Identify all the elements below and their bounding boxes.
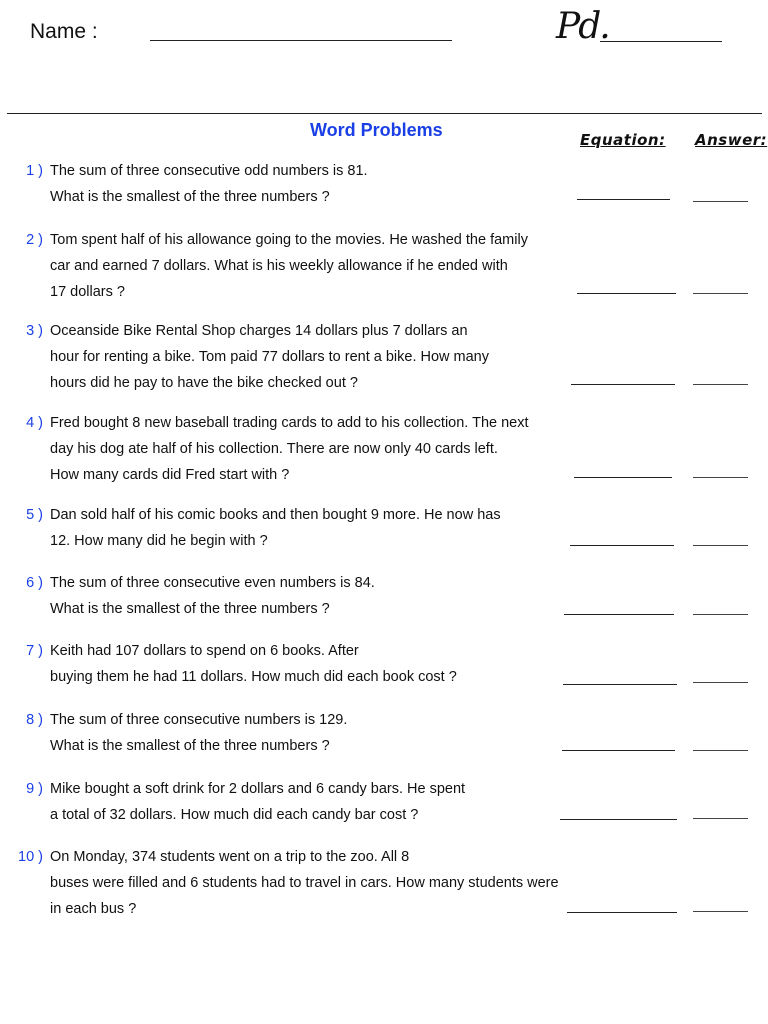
answer-blank-1[interactable] [693, 201, 748, 202]
answer-blank-4[interactable] [693, 477, 748, 478]
equation-blank-6[interactable] [564, 614, 674, 615]
equation-blank-5[interactable] [570, 545, 674, 546]
equation-blank-9[interactable] [560, 819, 677, 820]
problem-text: Keith had 107 dollars to spend on 6 books. After buying them he had 11 dollars. How much did each book cost ? [50, 643, 457, 685]
problem-text: On Monday, 374 students went on a trip to the zoo. All 8 buses were filled and 6 students had to travel in cars. How many students were in each bus ? [50, 849, 559, 917]
problem-number: 7 ) [26, 643, 43, 659]
problem-number: 3 ) [26, 323, 43, 339]
problem-number: 1 ) [26, 163, 43, 179]
answer-blank-9[interactable] [693, 818, 748, 819]
answer-column-header: Answer: [695, 131, 768, 149]
problem-number: 10 ) [18, 849, 43, 865]
answer-blank-7[interactable] [693, 682, 748, 683]
problem-number: 8 ) [26, 712, 43, 728]
equation-blank-10[interactable] [567, 912, 677, 913]
answer-blank-6[interactable] [693, 614, 748, 615]
equation-column-header: Equation: [580, 131, 666, 149]
answer-blank-10[interactable] [693, 911, 748, 912]
problem-number: 6 ) [26, 575, 43, 591]
equation-blank-2[interactable] [577, 293, 676, 294]
problem-text: The sum of three consecutive odd numbers is 81. What is the smallest of the three numbers ? [50, 163, 368, 205]
equation-blank-8[interactable] [562, 750, 675, 751]
problem-number: 9 ) [26, 781, 43, 797]
period-label: Pd. [556, 6, 609, 47]
problem-number: 4 ) [26, 415, 43, 431]
problem-text: The sum of three consecutive numbers is 129. What is the smallest of the three numbers ? [50, 712, 348, 754]
name-blank[interactable] [150, 40, 452, 41]
header-divider [7, 113, 762, 114]
equation-blank-4[interactable] [574, 477, 672, 478]
problem-text: Oceanside Bike Rental Shop charges 14 dollars plus 7 dollars an hour for renting a bike. Tom paid 77 dollars to rent a bike. How many hours did he pay to have the bike checked out ? [50, 323, 489, 391]
equation-blank-3[interactable] [571, 384, 675, 385]
worksheet-title: Word Problems [310, 120, 443, 140]
answer-blank-5[interactable] [693, 545, 748, 546]
period-blank[interactable] [600, 41, 722, 42]
answer-blank-3[interactable] [693, 384, 748, 385]
problem-text: The sum of three consecutive even numbers is 84. What is the smallest of the three numbers ? [50, 575, 375, 617]
problem-number: 2 ) [26, 232, 43, 248]
problem-text: Fred bought 8 new baseball trading cards to add to his collection. The next day his dog ate half of his collection. There are now only 40 cards left. How many cards did Fred start with ? [50, 415, 529, 483]
equation-blank-1[interactable] [577, 199, 670, 200]
answer-blank-8[interactable] [693, 750, 748, 751]
problem-text: Mike bought a soft drink for 2 dollars and 6 candy bars. He spent a total of 32 dollars. How much did each candy bar cost ? [50, 781, 466, 823]
problem-text: Tom spent half of his allowance going to the movies. He washed the family car and earned 7 dollars. What is his weekly allowance if he ended with 17 dollars ? [50, 232, 528, 300]
problem-number: 5 ) [26, 507, 43, 523]
answer-blank-2[interactable] [693, 293, 748, 294]
problem-text: Dan sold half of his comic books and then bought 9 more. He now has 12. How many did he begin with ? [50, 507, 501, 549]
equation-blank-7[interactable] [563, 684, 677, 685]
name-label: Name : [30, 20, 98, 43]
